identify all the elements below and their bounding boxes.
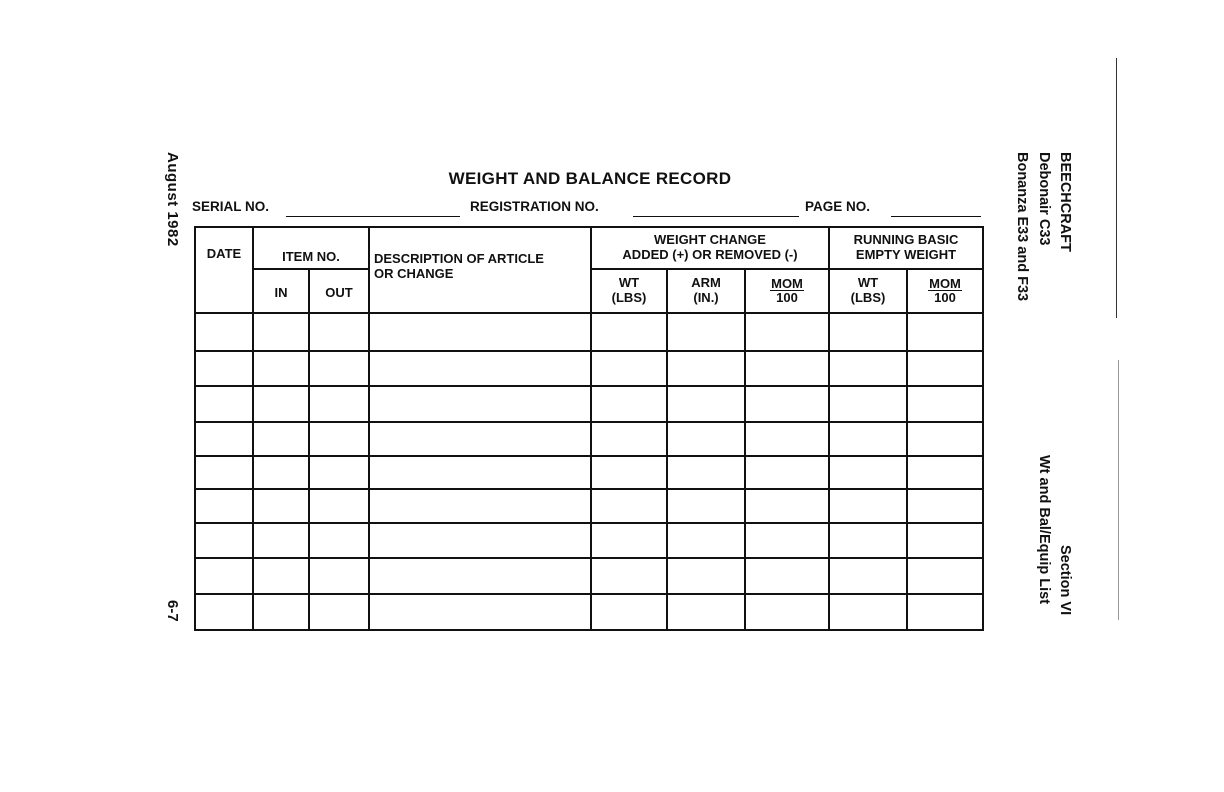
cell-wc-mom[interactable] bbox=[745, 456, 829, 489]
cell-wc-wt[interactable] bbox=[591, 489, 667, 523]
cell-rb-wt[interactable] bbox=[829, 456, 907, 489]
rb-mom-fraction bbox=[928, 277, 962, 304]
header-item-no: ITEM NO. bbox=[253, 227, 369, 269]
cell-wc-wt[interactable] bbox=[591, 422, 667, 456]
cell-description[interactable] bbox=[369, 558, 591, 594]
registration-no-field[interactable] bbox=[633, 216, 799, 217]
cell-wc-wt[interactable] bbox=[591, 351, 667, 386]
cell-description[interactable] bbox=[369, 386, 591, 422]
table-row bbox=[195, 351, 983, 386]
cell-item-out[interactable] bbox=[309, 523, 369, 558]
cell-item-in[interactable] bbox=[253, 313, 309, 351]
cell-description[interactable] bbox=[369, 523, 591, 558]
cell-wc-wt[interactable] bbox=[591, 456, 667, 489]
cell-wc-arm[interactable] bbox=[667, 386, 745, 422]
page-number: 6-7 bbox=[164, 600, 181, 622]
cell-rb-mom[interactable] bbox=[907, 386, 983, 422]
cell-item-out[interactable] bbox=[309, 594, 369, 630]
table-row bbox=[195, 489, 983, 523]
table-row bbox=[195, 386, 983, 422]
cell-item-out[interactable] bbox=[309, 456, 369, 489]
cell-wc-wt[interactable] bbox=[591, 558, 667, 594]
wc-wt-label: WT bbox=[618, 275, 640, 291]
cell-wc-mom[interactable] bbox=[745, 386, 829, 422]
cell-date[interactable] bbox=[195, 594, 253, 630]
cell-item-out[interactable] bbox=[309, 489, 369, 523]
cell-item-out[interactable] bbox=[309, 313, 369, 351]
wc-arm-unit: (IN.) bbox=[693, 290, 719, 305]
cell-rb-mom[interactable] bbox=[907, 313, 983, 351]
cell-item-in[interactable] bbox=[253, 594, 309, 630]
cell-item-in[interactable] bbox=[253, 386, 309, 422]
cell-rb-mom[interactable] bbox=[907, 558, 983, 594]
header-running-basic bbox=[829, 227, 983, 269]
header-wc-wt bbox=[591, 269, 667, 313]
page-edge-line bbox=[1116, 58, 1117, 318]
weight-change-line-1: WEIGHT CHANGE bbox=[654, 232, 766, 248]
serial-no-field[interactable] bbox=[286, 216, 460, 217]
header-out: OUT bbox=[309, 269, 369, 313]
cell-item-in[interactable] bbox=[253, 489, 309, 523]
cell-date[interactable] bbox=[195, 523, 253, 558]
cell-rb-mom[interactable] bbox=[907, 351, 983, 386]
cell-wc-arm[interactable] bbox=[667, 351, 745, 386]
cell-description[interactable] bbox=[369, 489, 591, 523]
cell-item-out[interactable] bbox=[309, 422, 369, 456]
cell-item-out[interactable] bbox=[309, 558, 369, 594]
cell-date[interactable] bbox=[195, 558, 253, 594]
cell-item-in[interactable] bbox=[253, 558, 309, 594]
cell-date[interactable] bbox=[195, 351, 253, 386]
cell-rb-mom[interactable] bbox=[907, 422, 983, 456]
cell-rb-mom[interactable] bbox=[907, 594, 983, 630]
rb-mom-denominator: 100 bbox=[934, 289, 956, 305]
cell-wc-wt[interactable] bbox=[591, 386, 667, 422]
cell-item-out[interactable] bbox=[309, 386, 369, 422]
cell-rb-wt[interactable] bbox=[829, 558, 907, 594]
running-line-1: RUNNING BASIC bbox=[853, 232, 959, 248]
cell-item-in[interactable] bbox=[253, 523, 309, 558]
table-row bbox=[195, 456, 983, 489]
table-row bbox=[195, 558, 983, 594]
weight-change-line-2: ADDED (+) OR REMOVED (-) bbox=[622, 247, 798, 262]
cell-wc-wt[interactable] bbox=[591, 594, 667, 630]
page-no-field[interactable] bbox=[891, 216, 981, 217]
cell-wc-wt[interactable] bbox=[591, 313, 667, 351]
wc-mom-fraction bbox=[770, 277, 804, 304]
wc-mom-numerator: MOM bbox=[771, 275, 803, 291]
cell-rb-mom[interactable] bbox=[907, 489, 983, 523]
cell-item-in[interactable] bbox=[253, 351, 309, 386]
header-wc-arm bbox=[667, 269, 745, 313]
section-title: Wt and Bal/Equip List bbox=[1036, 455, 1052, 605]
cell-wc-mom[interactable] bbox=[745, 558, 829, 594]
rb-wt-unit: (LBS) bbox=[850, 290, 886, 305]
table-row bbox=[195, 422, 983, 456]
cell-wc-mom[interactable] bbox=[745, 594, 829, 630]
page-no-label: PAGE NO. bbox=[805, 199, 871, 214]
table-row bbox=[195, 594, 983, 630]
publication-date: August 1982 bbox=[164, 152, 181, 247]
cell-wc-wt[interactable] bbox=[591, 523, 667, 558]
description-line-2: OR CHANGE bbox=[374, 265, 454, 281]
cell-rb-mom[interactable] bbox=[907, 456, 983, 489]
manufacturer-label: BEECHCRAFT bbox=[1057, 152, 1073, 252]
rb-mom-numerator: MOM bbox=[929, 275, 961, 291]
cell-wc-arm[interactable] bbox=[667, 456, 745, 489]
record-body bbox=[195, 313, 983, 630]
rb-wt-label: WT bbox=[857, 275, 879, 291]
cell-date[interactable] bbox=[195, 422, 253, 456]
running-line-2: EMPTY WEIGHT bbox=[855, 247, 957, 262]
model-line-1: Debonair C33 bbox=[1036, 152, 1052, 246]
cell-description[interactable] bbox=[369, 313, 591, 351]
cell-item-in[interactable] bbox=[253, 456, 309, 489]
cell-rb-wt[interactable] bbox=[829, 523, 907, 558]
cell-item-out[interactable] bbox=[309, 351, 369, 386]
cell-description[interactable] bbox=[369, 594, 591, 630]
table-row bbox=[195, 313, 983, 351]
cell-description[interactable] bbox=[369, 456, 591, 489]
cell-description[interactable] bbox=[369, 422, 591, 456]
cell-wc-mom[interactable] bbox=[745, 422, 829, 456]
header-date: DATE bbox=[195, 227, 253, 313]
cell-wc-arm[interactable] bbox=[667, 558, 745, 594]
section-label: Section VI bbox=[1057, 545, 1073, 616]
cell-rb-wt[interactable] bbox=[829, 422, 907, 456]
header-in: IN bbox=[253, 269, 309, 313]
description-line-1: DESCRIPTION OF ARTICLE bbox=[374, 251, 544, 266]
cell-wc-arm[interactable] bbox=[667, 594, 745, 630]
cell-rb-mom[interactable] bbox=[907, 523, 983, 558]
cell-description[interactable] bbox=[369, 351, 591, 386]
page-edge-line-faint bbox=[1118, 360, 1119, 620]
wc-wt-unit: (LBS) bbox=[611, 290, 647, 305]
cell-wc-mom[interactable] bbox=[745, 313, 829, 351]
cell-date[interactable] bbox=[195, 489, 253, 523]
serial-no-label: SERIAL NO. bbox=[192, 199, 270, 214]
header-weight-change bbox=[591, 227, 829, 269]
registration-no-label: REGISTRATION NO. bbox=[470, 199, 599, 214]
weight-balance-table bbox=[194, 226, 984, 631]
cell-rb-wt[interactable] bbox=[829, 386, 907, 422]
cell-wc-mom[interactable] bbox=[745, 523, 829, 558]
table-row bbox=[195, 523, 983, 558]
cell-rb-wt[interactable] bbox=[829, 594, 907, 630]
wc-mom-denominator: 100 bbox=[776, 289, 798, 305]
cell-wc-arm[interactable] bbox=[667, 489, 745, 523]
header-rb-mom bbox=[907, 269, 983, 313]
header-description bbox=[369, 227, 591, 313]
cell-date[interactable] bbox=[195, 313, 253, 351]
cell-wc-mom[interactable] bbox=[745, 351, 829, 386]
cell-rb-wt[interactable] bbox=[829, 313, 907, 351]
cell-rb-wt[interactable] bbox=[829, 489, 907, 523]
cell-wc-mom[interactable] bbox=[745, 489, 829, 523]
wc-arm-label: ARM bbox=[691, 275, 721, 291]
cell-rb-wt[interactable] bbox=[829, 351, 907, 386]
cell-wc-arm[interactable] bbox=[667, 422, 745, 456]
cell-date[interactable] bbox=[195, 386, 253, 422]
header-rb-wt bbox=[829, 269, 907, 313]
header-wc-mom bbox=[745, 269, 829, 313]
model-line-2: Bonanza E33 and F33 bbox=[1014, 152, 1030, 302]
cell-wc-arm[interactable] bbox=[667, 523, 745, 558]
cell-date[interactable] bbox=[195, 456, 253, 489]
form-title: WEIGHT AND BALANCE RECORD bbox=[448, 169, 732, 188]
cell-item-in[interactable] bbox=[253, 422, 309, 456]
cell-wc-arm[interactable] bbox=[667, 313, 745, 351]
